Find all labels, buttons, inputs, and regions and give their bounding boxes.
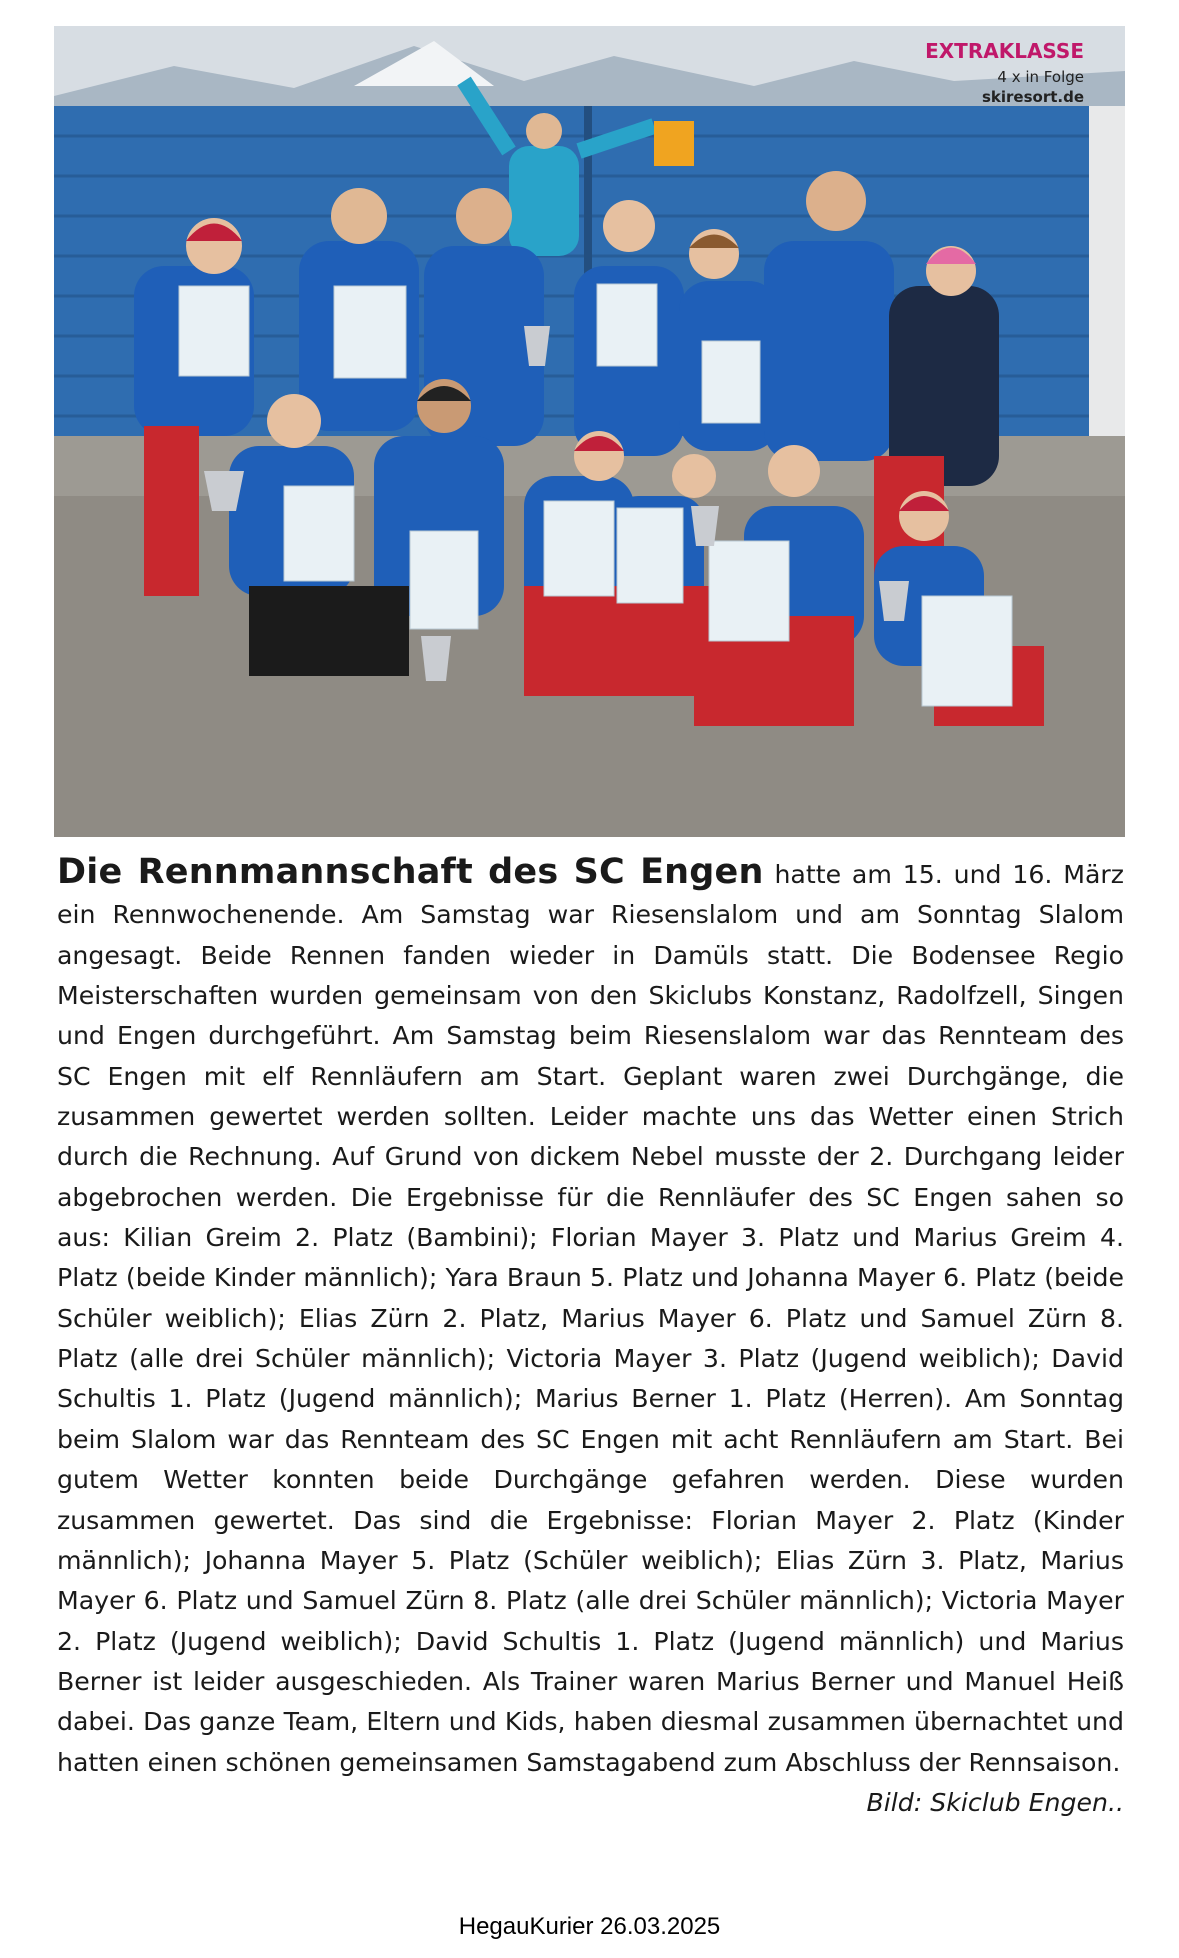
- article-text: [57, 852, 1124, 1823]
- article-headline: Die Rennmannschaft des SC Engen: [57, 852, 764, 892]
- banner-subtitle: 4 x in Folge: [997, 68, 1084, 86]
- team-photo: [54, 26, 1125, 837]
- source-line: HegauKurier 26.03.2025: [458, 1913, 721, 1940]
- banner-title: EXTRAKLASSE: [925, 39, 1084, 63]
- photo-credit: Bild: Skiclub Engen..: [866, 1787, 1124, 1817]
- banner-site: skiresort.de: [981, 88, 1084, 106]
- article-body: hatte am 15. und 16. März ein Rennwochenende. Am Samstag war Riesenslalom und am Sonntag Slalom angesagt. Beide Rennen fanden wieder in Damüls statt. Die Bodensee Regio Meisterschaften wurden gemeinsam von den Skiclubs Konstanz, Radolfzell, Singen und Engen durchgeführt. Am Samstag beim Riesenslalom war das Rennteam des SC Engen mit elf Rennläufern am Start. Geplant waren zwei Durchgänge, die zusammen gewertet werden sollten. Leider machte uns das Wetter einen Strich durch die Rechnung. Auf Grund von dickem Nebel musste der 2. Durchgang leider abgebrochen werden. Die Ergebnisse für die Rennläufer des SC Engen sahen so aus: Kilian Greim 2. Platz (Bambini); Florian Mayer 3. Platz und Marius Greim 4. Platz (beide Kinder männlich); Yara Braun 5. Platz und Johanna Mayer 6. Platz (beide Schüler weiblich); Elias Zürn 2. Platz, Marius Mayer 6. Platz und Samuel Zürn 8. Platz (alle drei Schüler männlich); Victoria Mayer 3. Platz (Jugend weiblich); David Schultis 1. Platz (Jugend männlich); Marius Berner 1. Platz (Herren). Am Sonntag beim Slalom war das Rennteam des SC Engen mit acht Rennläufern am Start. Bei gutem Wetter konnten beide Durchgänge gefahren werden. Diese wurden zusammen gewertet. Das sind die Ergebnisse: Florian Mayer 2. Platz (Kinder männlich); Johanna Mayer 5. Platz (Schüler weiblich); Elias Zürn 3. Platz, Marius Mayer 6. Platz und Samuel Zürn 8. Platz (alle drei Schüler männlich); Victoria Mayer 2. Platz (Jugend weiblich); David Schultis 1. Platz (Jugend männlich) und Marius Berner ist leider ausgeschieden. Als Trainer waren Marius Berner und Manuel Heiß dabei. Das ganze Team, Eltern und Kids, haben diesmal zusammen übernachtet und hatten einen schönen gemeinsamen Samstagabend zum Abschluss der Rennsaison.: [57, 860, 1124, 1777]
